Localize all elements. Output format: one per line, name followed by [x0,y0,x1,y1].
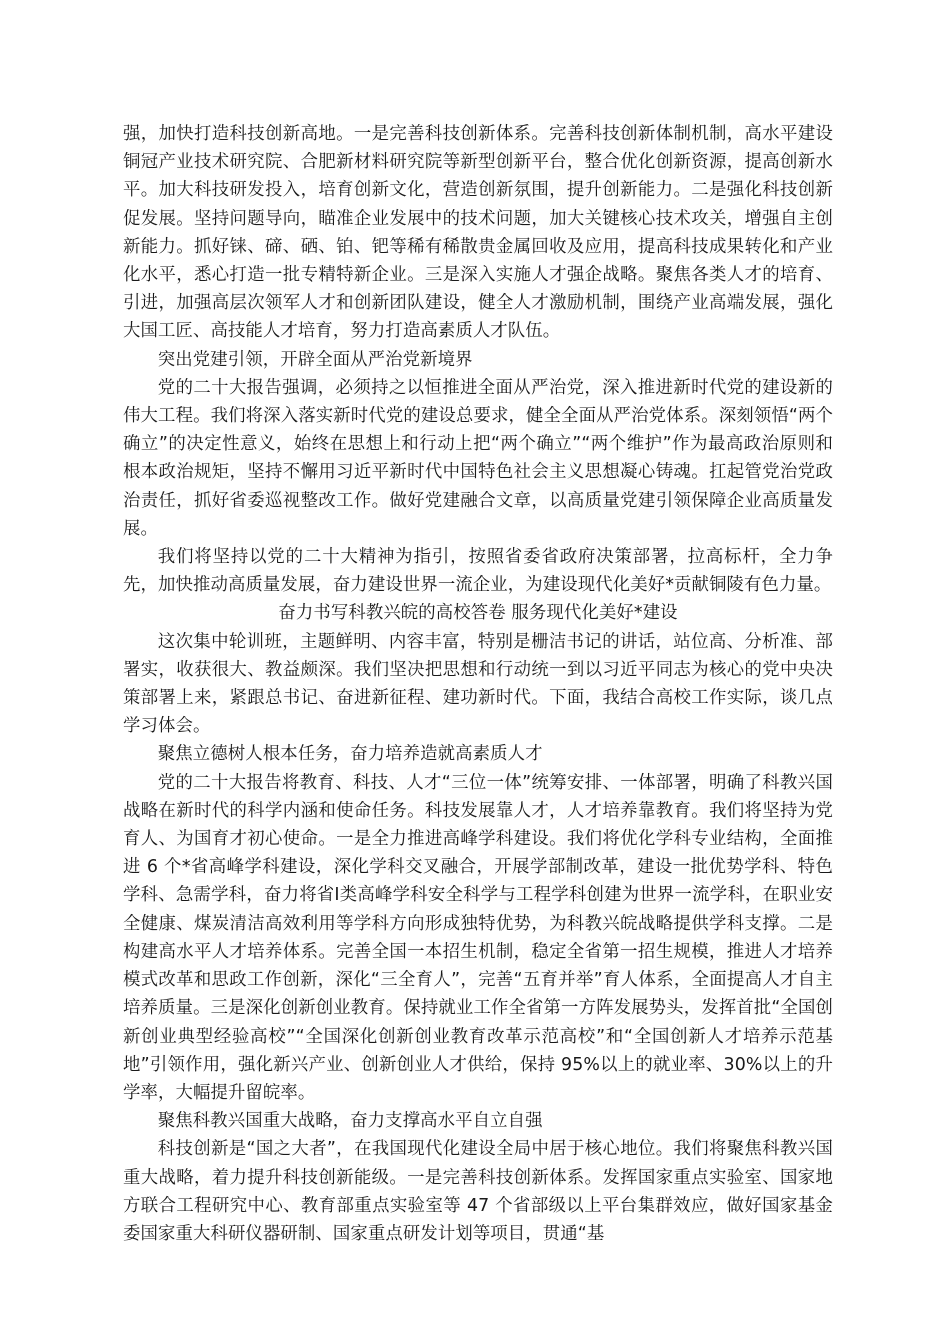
body-paragraph-5: 党的二十大报告将教育、科技、人才“三位一体”统筹安排、一体部署，明确了科教兴国战略在新时代的科学内涵和使命任务。科技发展靠人才，人才培养靠教育。我们将坚持为党育人、为国育才初心使命。一是全力推进高峰学科建设。我们将优化学科专业结构，全面推进 6 个*省高峰学科建设，深化学科交叉融合，开展学部制改革，建设一批优势学科、特色学科、急需学科，奋力将省Ⅰ类高峰学科安全科学与工程学科创建为世界一流学科，在职业安全健康、煤炭清洁高效利用等学科方向形成独特优势，为科教兴皖战略提供学科支撑。二是构建高水平人才培养体系。完善全国一本招生机制，稳定全省第一招生规模，推进人才培养模式改革和思政工作创新，深化“三全育人”，完善“五育并举”育人体系，全面提高人才自主培养质量。三是深化创新创业教育。保持就业工作全省第一方阵发展势头，发挥首批“全国创新创业典型经验高校”“全国深化创新创业教育改革示范高校”和“全国创新人才培养示范基地”引领作用，强化新兴产业、创新创业人才供给，保持 95%以上的就业率、30%以上的升学率，大幅提升留皖率。 [123,772,833,1103]
body-paragraph-1: 强，加快打造科技创新高地。一是完善科技创新体系。完善科技创新体制机制，高水平建设铜冠产业技术研究院、合肥新材料研究院等新型创新平台，整合优化创新资源，提高创新水平。加大科技研发投入，培育创新文化，营造创新氛围，提升创新能力。二是强化科技创新促发展。坚持问题导向，瞄准企业发展中的技术问题，加大关键核心技术攻关，增强自主创新能力。抓好铼、碲、硒、铂、钯等稀有稀散贵金属回收及应用，提高科技成果转化和产业化水平，悉心打造一批专精特新企业。三是深入实施人才强企战略。聚焦各类人才的培育、引进，加强高层次领军人才和创新团队建设，健全人才激励机制，围绕产业高端发展，强化大国工匠、高技能人才培育，努力打造高素质人才队伍。 [123,124,833,342]
body-paragraph-2: 党的二十大报告强调，必须持之以恒推进全面从严治党，深入推进新时代党的建设新的伟大工程。我们将深入落实新时代党的建设总要求，健全全面从严治党体系。深刻领悟“两个确立”的决定性意义，始终在思想上和行动上把“两个确立”“两个维护”作为最高政治原则和根本政治规矩，坚持不懈用习近平新时代中国特色社会主义思想凝心铸魂。扛起管党治党政治责任，抓好省委巡视整改工作。做好党建融合文章，以高质量党建引领保障企业高质量发展。 [123,377,833,539]
document-body [123,120,833,1248]
body-paragraph-4: 这次集中轮训班，主题鲜明、内容丰富，特别是栅洁书记的讲话，站位高、分析准、部署实，收获很大、教益颇深。我们坚决把思想和行动统一到以习近平同志为核心的党中央决策部署上来，紧跟总书记、奋进新征程、建功新时代。下面，我结合高校工作实际，谈几点学习体会。 [123,631,833,737]
section-heading-party-building: 突出党建引领，开辟全面从严治党新境界 [157,349,473,370]
section-heading-talent: 聚焦立德树人根本任务，奋力培养造就高素质人才 [157,744,543,765]
article-title: 奋力书写科教兴皖的高校答卷 服务现代化美好*建设 [278,603,678,624]
body-paragraph-6: 科技创新是“国之大者”，在我国现代化建设全局中居于核心地位。我们将聚焦科教兴国重大战略，着力提升科技创新能级。一是完善科技创新体系。发挥国家重点实验室、国家地方联合工程研究中心、教育部重点实验室等 47 个省部级以上平台集群效应，做好国家基金委国家重大科研仪器研制、国家重点研发计划等项目，贯通“基 [123,1139,833,1244]
section-heading-science: 聚焦科教兴国重大战略，奋力支撑高水平自立自强 [157,1111,543,1132]
body-paragraph-3: 我们将坚持以党的二十大精神为指引，按照省委省政府决策部署，拉高标杆，全力争先，加快推动高质量发展，奋力建设世界一流企业，为建设现代化美好*贡献铜陵有色力量。 [123,547,833,596]
